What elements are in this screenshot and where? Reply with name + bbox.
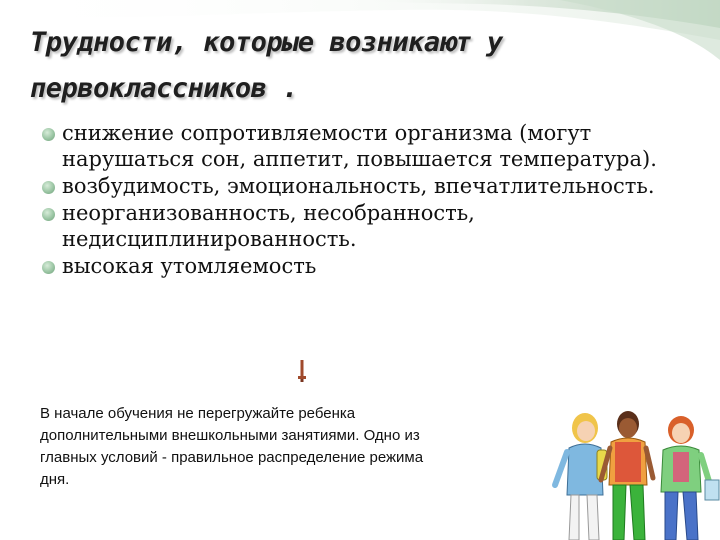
bullet-icon <box>42 181 55 194</box>
bullet-icon <box>42 128 55 141</box>
arrow-down-icon <box>297 360 307 382</box>
bullet-icon <box>42 208 55 221</box>
advice-note-line-3: главных условий - правильное распределение режима <box>40 449 424 466</box>
list-item-text: неорганизованность, несобранность, недисциплинированность. <box>62 201 475 251</box>
slide-title-line-2: первоклассников . <box>30 73 298 104</box>
child-right-figure <box>661 416 719 540</box>
list-item <box>40 253 690 279</box>
difficulties-list <box>40 120 690 280</box>
advice-note-line-2: дополнительными внешкольными занятиями. Одно из <box>40 427 420 444</box>
list-item-text: возбудимость, эмоциональность, впечатлительность. <box>62 174 655 198</box>
slide-title-line-1: Трудности, которые возникают у <box>30 27 503 58</box>
child-left-figure <box>555 413 607 540</box>
advice-note <box>40 403 520 491</box>
list-item-text: высокая утомляемость <box>62 254 317 278</box>
list-item <box>40 173 690 199</box>
bullet-icon <box>42 261 55 274</box>
child-middle-figure <box>601 411 653 540</box>
schoolchildren-illustration <box>545 400 720 540</box>
list-item <box>40 120 690 172</box>
list-item <box>40 200 690 252</box>
advice-note-line-4: дня. <box>40 471 70 488</box>
slide-title <box>30 20 690 112</box>
advice-note-line-1: В начале обучения не перегружайте ребенка <box>40 405 356 422</box>
list-item-text: снижение сопротивляемости организма (могут нарушаться сон, аппетит, повышается температура). <box>62 121 657 171</box>
